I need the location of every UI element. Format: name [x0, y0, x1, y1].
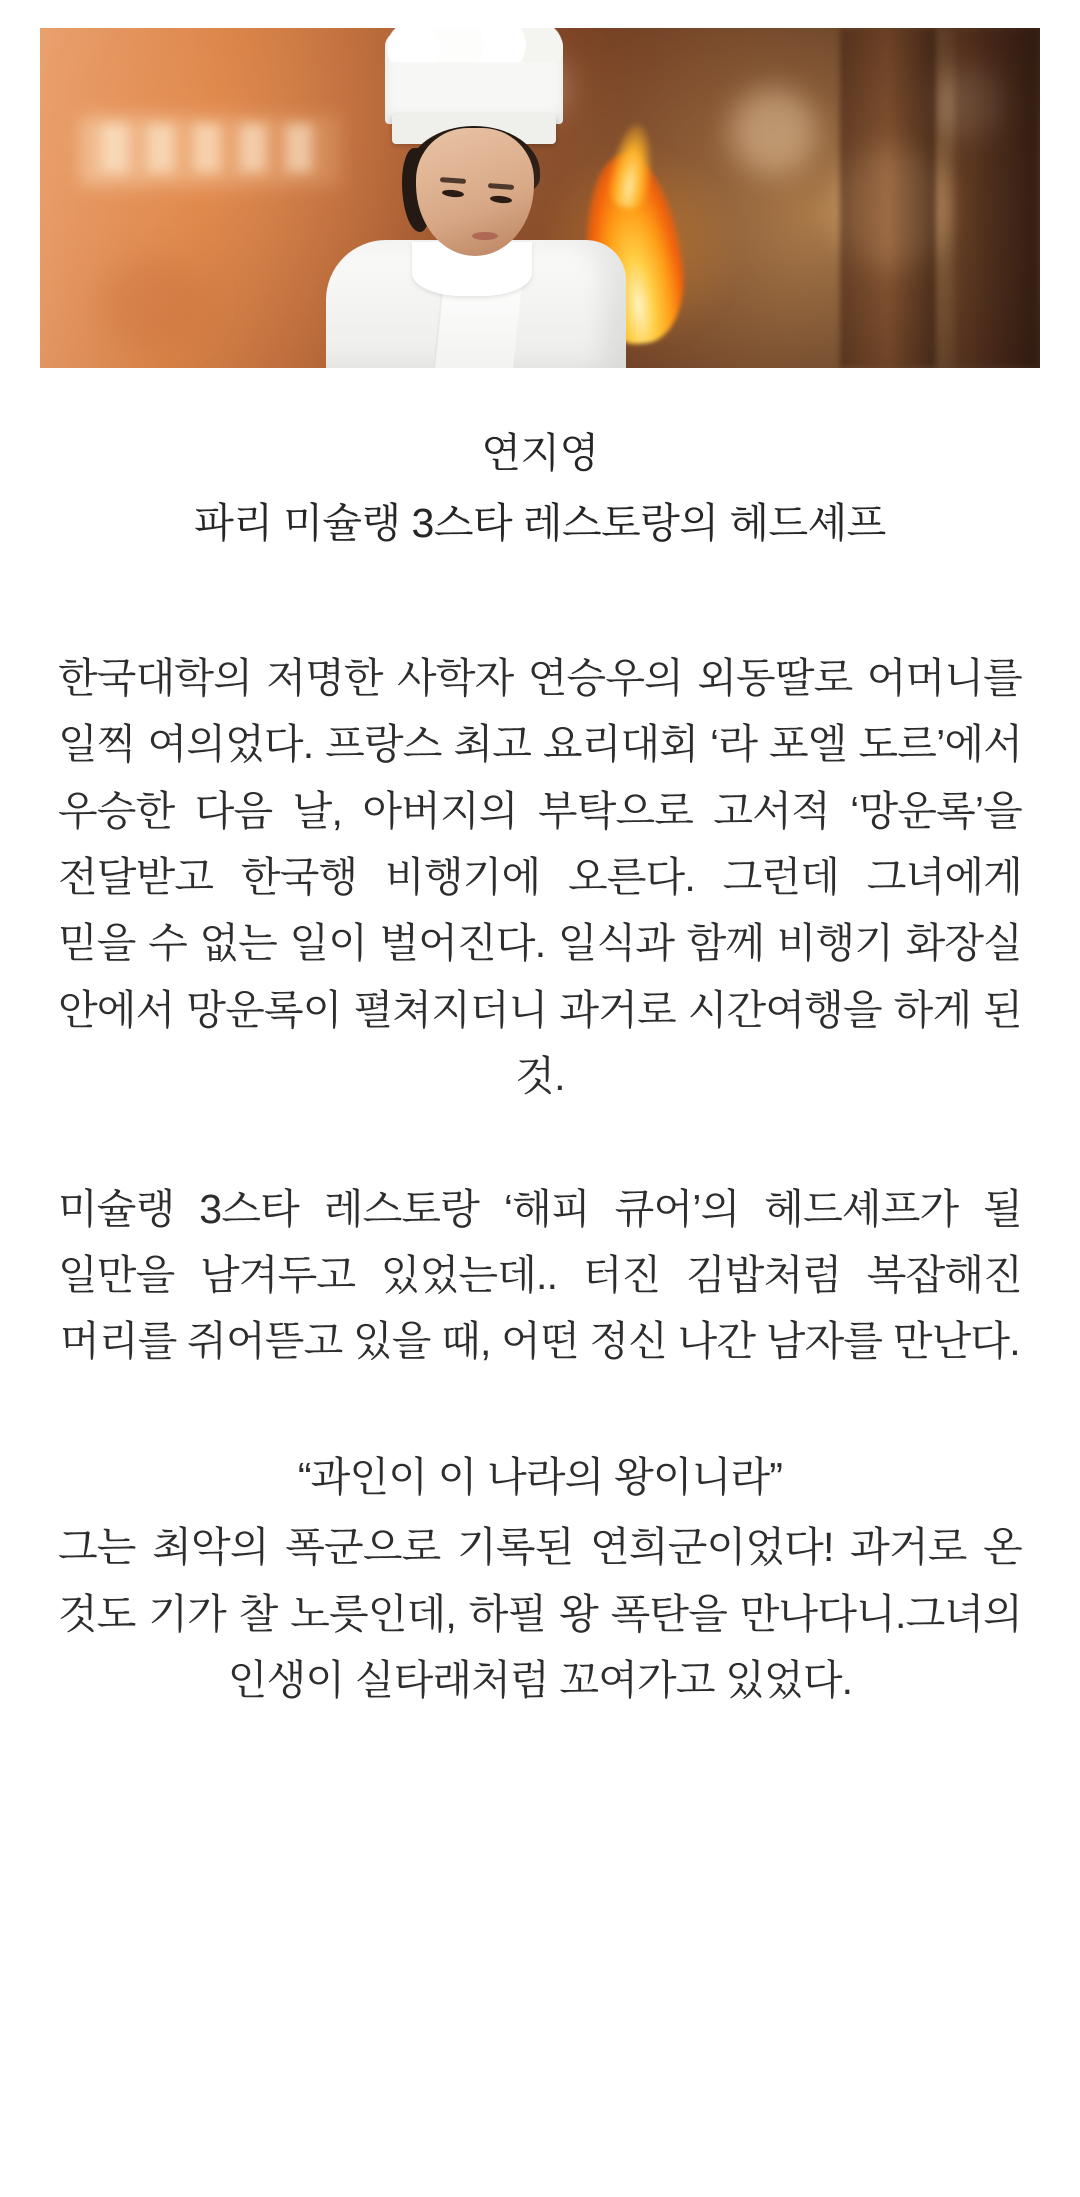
character-quote: “과인이 이 나라의 왕이니라”: [297, 1453, 783, 1500]
background-pillar: [840, 28, 936, 368]
quote-block: [58, 1445, 1022, 1714]
character-subtitle: 파리 미슐랭 3스타 레스토랑의 헤드셰프: [194, 500, 886, 547]
hero-image: [40, 28, 1040, 368]
description-paragraph-2: 미슐랭 3스타 레스토랑 ‘해피 큐어’의 헤드셰프가 될 일만을 남겨두고 있었는데.. 터진 김밥처럼 복잡해진 머리를 쥐어뜯고 있을 때, 어떤 정신 나간 남자를 만난다.: [58, 1185, 1022, 1365]
chef-hat-icon: [385, 32, 563, 124]
character-name: 연지영: [481, 430, 599, 476]
bokeh-light-icon: [730, 88, 816, 174]
character-description: [40, 368, 1040, 1755]
bokeh-light-icon: [100, 258, 210, 348]
blurred-sign-text: [102, 124, 312, 172]
background-pillar: [954, 28, 1040, 368]
chef-lips: [472, 232, 498, 240]
description-paragraph-1: 한국대학의 저명한 사학자 연승우의 외동딸로 어머니를 일찍 여의었다. 프랑스 최고 요리대회 ‘라 포엘 도르’에서 우승한 다음 날, 아버지의 부탁으로 고서적 ‘망운록’을 전달받고 한국행 비행기에 오른다. 그런데 그녀에게 믿을 수 없는 일이 벌어진다. 일식과 함께 비행기 화장실 안에서 망운록이 펼쳐지더니 과거로 시간여행을 하게 된 것.: [58, 654, 1022, 1100]
description-paragraph-3: 그는 최악의 폭군으로 기록된 연희군이었다! 과거로 온 것도 기가 찰 노릇인데, 하필 왕 폭탄을 만나다니.그녀의 인생이 실타래처럼 꼬여가고 있었다.: [58, 1524, 1022, 1704]
